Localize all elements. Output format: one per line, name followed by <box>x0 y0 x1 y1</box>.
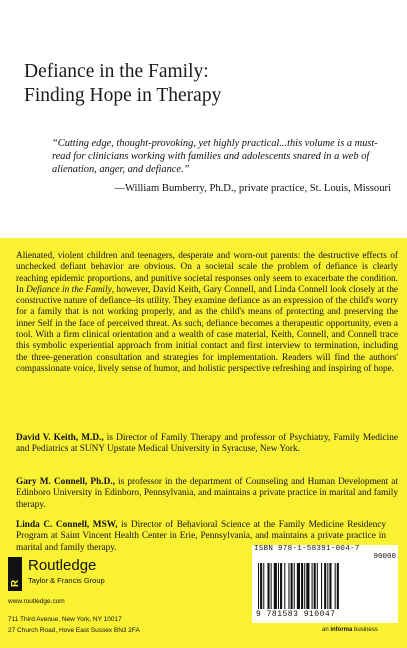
barcode-bars <box>258 563 392 609</box>
informa-business: an informa business <box>322 627 378 633</box>
barcode-number: 9 781583 910047 <box>256 610 336 619</box>
barcode-bar <box>306 563 309 609</box>
endorsement-attribution: —William Bumberry, Ph.D., private practice, St. Louis, Missouri <box>114 183 391 194</box>
isbn-barcode <box>252 545 398 623</box>
barcode-bar <box>301 563 303 609</box>
book-description <box>16 251 398 375</box>
author-name: David V. Keith, M.D., <box>16 433 104 443</box>
barcode-bar <box>278 563 279 609</box>
barcode-bar <box>314 563 316 609</box>
author-bio-keith <box>16 433 398 456</box>
barcode-bar <box>335 563 336 609</box>
publisher-name: Routledge <box>28 557 97 574</box>
barcode-bar <box>294 563 295 609</box>
barcode-bar <box>263 563 264 609</box>
author-bio-text: is Director of Behavioral Science at the Family Medicine Residency Program at Saint Vincent Health Center in Erie, Pennsylvania, and maintains a private practice in marital and family therapy. <box>16 520 386 553</box>
top-section <box>0 0 407 235</box>
description-part-1: Alienated, violent children and teenagers, desperate and worn-out parents: the destructive effects of unchecked defiant behavior are obvious. On a societal scale the problem of defiance is clearly reaching epidemic proportions, and punitive societal responses only seem to exacerbate the condition. In <box>16 251 398 295</box>
barcode-bar <box>312 563 313 609</box>
isbn-number: ISBN 978-1-58391-004-7 <box>254 545 360 553</box>
barcode-bar <box>288 563 289 609</box>
barcode-bar <box>271 563 272 609</box>
author-name: Linda C. Connell, MSW, <box>16 520 118 530</box>
barcode-bar <box>327 563 328 609</box>
publisher-address-uk: 27 Church Road, Hove East Sussex BN3 2FA <box>8 627 140 634</box>
publisher-address-ny: 711 Third Avenue, New York, NY 10017 <box>8 616 122 623</box>
barcode-bar <box>317 563 318 609</box>
description-book-title: Defiance in the Family <box>26 284 112 295</box>
barcode-bar <box>329 563 331 609</box>
barcode-bar <box>258 563 259 609</box>
barcode-bar <box>337 563 339 609</box>
author-name: Gary M. Connell, Ph.D., <box>16 477 115 487</box>
informa-brand: informa <box>330 627 353 633</box>
title-line-1: Defiance in the Family: <box>24 61 209 82</box>
publisher-group: Taylor & Francis Group <box>28 576 105 585</box>
barcode-bar <box>291 563 293 609</box>
publisher-url: www.routledge.com <box>8 598 65 605</box>
author-bio-text: is Director of Family Therapy and professor of Psychiatry, Family Medicine and Pediatrics at SUNY Upstate Medical University in Syracuse, New York. <box>16 433 398 455</box>
barcode-bar <box>297 563 300 609</box>
author-bio-text: is professor in the department of Counseling and Human Development at Edinboro University in Edinboro, Pennsylvania, and maintains a private practice in marital and family therapy. <box>16 477 398 510</box>
barcode-bar <box>304 563 305 609</box>
barcode-bar <box>324 563 326 609</box>
endorsement-quote: “Cutting edge, thought-provoking, yet highly practical...this volume is a must-read for clinicians working with families and adolescents snared in a web of alienation, anger, and defiance.” <box>52 138 378 175</box>
routledge-logo <box>8 555 108 595</box>
description-part-2: , however, David Keith, Gary Connell, and Linda Connell look closely at the constructive nature of defiance–its utility. They examine defiance as an expression of the child's worry for a family that is not working properly, and as the child's means of protecting and preserving the inner Self in the face of perceived threat. As such, defiance becomes a therapeutic opportunity, even a tool. With a firm clinical orientation and a wealth of case material, Keith, Connell, and Connell trace this symbolic experiential approach from initial contact and first interview to termination, including the three-generation consultation and strategies for implementation. Readers will find the authors' compassionate voice, lively sense of humor, and holistic perspective refreshing and inspiring of hope. <box>16 284 399 374</box>
barcode-bar <box>260 563 262 609</box>
barcode-bar <box>280 563 282 609</box>
price-code: 90000 <box>373 553 396 561</box>
barcode-bar <box>284 563 285 609</box>
routledge-mark-icon: R <box>8 557 22 591</box>
barcode-bar <box>321 563 322 609</box>
title-line-2: Finding Hope in Therapy <box>24 85 222 106</box>
book-title <box>24 60 221 108</box>
barcode-bar <box>274 563 277 609</box>
barcode-bar <box>267 563 269 609</box>
author-bio-gary-connell <box>16 477 398 511</box>
